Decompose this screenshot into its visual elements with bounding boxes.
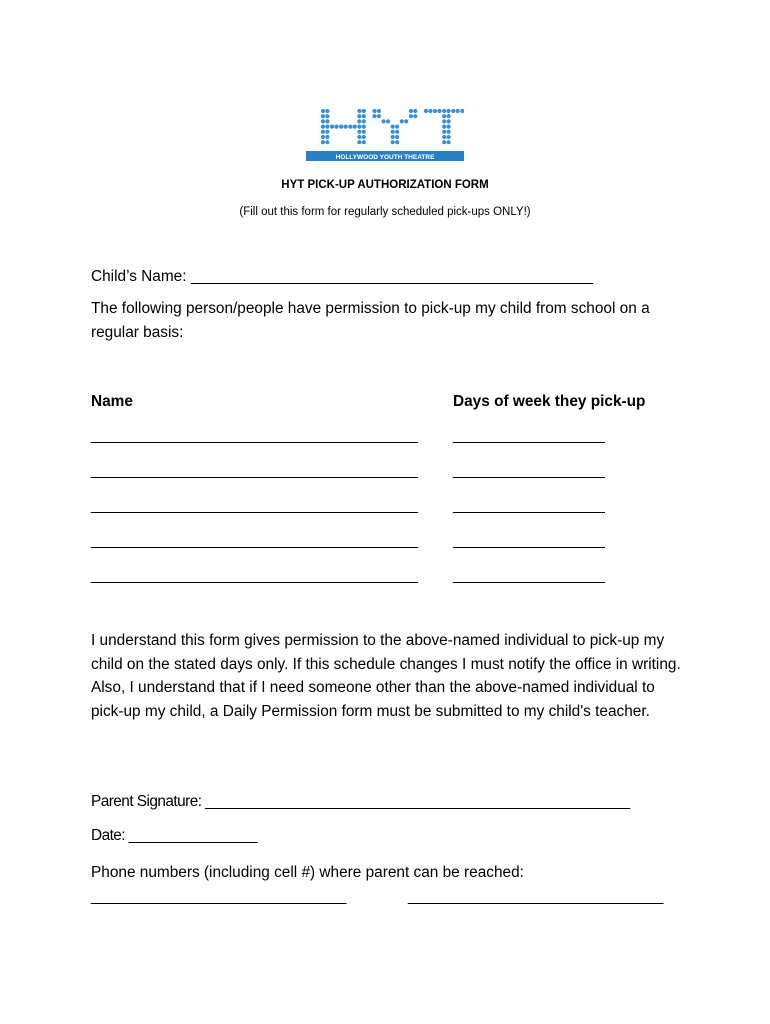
phone-line-1: ________________________________	[91, 888, 346, 905]
logo-dot	[391, 130, 395, 134]
logo-tagline: HOLLYWOOD YOUTH THEATRE	[335, 154, 435, 161]
pickup-name-line: _________________________________________	[91, 427, 418, 444]
form-title: HYT PICK-UP AUTHORIZATION FORM	[281, 179, 489, 191]
pickup-days-line: ___________________	[453, 532, 605, 549]
logo-dot	[442, 130, 446, 134]
logo-dot	[395, 140, 399, 144]
logo-dot	[442, 109, 446, 113]
logo-dot	[395, 135, 399, 139]
logo-dot	[321, 125, 325, 129]
logo-dot	[372, 114, 376, 118]
logo-dot	[344, 125, 348, 129]
logo-dot	[325, 135, 329, 139]
logo-dot	[437, 109, 441, 113]
pickup-days-line: ___________________	[453, 567, 605, 584]
agreement-text: I understand this form gives permission to the above-named individual to pick-up my child on the stated days only. If this schedule changes I must notify the office in writing. Also, I understand that if I need someone other than the above-named individual to pick-up my child, a Daily Permission form must be submitted to my child's teacher.	[91, 632, 681, 720]
days-column-header: Days of week they pick-up	[453, 393, 646, 410]
phone-line-2: ________________________________	[408, 888, 663, 905]
form-subtitle: (Fill out this form for regularly scheduled pick-ups ONLY!)	[239, 206, 531, 218]
logo-dot	[334, 125, 338, 129]
logo-dot	[447, 114, 451, 118]
hyt-logo	[306, 104, 464, 162]
logo-dot	[413, 114, 417, 118]
logo-dot	[447, 130, 451, 134]
logo-dot	[395, 130, 399, 134]
logo-dot	[357, 135, 361, 139]
logo-dot	[362, 140, 366, 144]
logo-dot	[325, 140, 329, 144]
logo-dot	[447, 135, 451, 139]
logo-dot	[362, 130, 366, 134]
logo-dot	[357, 140, 361, 144]
logo-dot	[409, 114, 413, 118]
logo-dot	[362, 114, 366, 118]
logo-dot	[377, 114, 381, 118]
logo-dot	[325, 114, 329, 118]
logo-dot	[428, 109, 432, 113]
logo-dot	[372, 109, 376, 113]
logo-dot	[357, 114, 361, 118]
parent-signature-field: Parent Signature: _____________________________________________________	[91, 793, 630, 810]
pickup-name-line: _________________________________________	[91, 462, 418, 479]
logo-dot	[357, 130, 361, 134]
logo-dot	[391, 125, 395, 129]
logo-dot	[433, 109, 437, 113]
logo-dot	[348, 125, 352, 129]
logo-dot	[447, 125, 451, 129]
logo-dot	[330, 125, 334, 129]
pickup-name-line: _________________________________________	[91, 497, 418, 514]
logo-dot	[325, 119, 329, 123]
logo-dot	[321, 140, 325, 144]
logo-dot	[321, 114, 325, 118]
logo-dot	[325, 109, 329, 113]
logo-dot	[424, 109, 428, 113]
logo-dot	[447, 140, 451, 144]
logo-dot	[460, 109, 464, 113]
pickup-days-line: ___________________	[453, 427, 605, 444]
logo-dot	[339, 125, 343, 129]
logo-dot	[321, 109, 325, 113]
logo-dot	[357, 119, 361, 123]
name-column-header: Name	[91, 393, 133, 410]
logo-dot	[321, 135, 325, 139]
logo-dot	[391, 135, 395, 139]
logo-dot	[442, 140, 446, 144]
logo-dot	[362, 119, 366, 123]
permission-text: The following person/people have permission to pick-up my child from school on a regular basis:	[91, 300, 650, 341]
logo-dot	[442, 114, 446, 118]
logo-dot	[442, 135, 446, 139]
logo-dot	[451, 109, 455, 113]
logo-dot	[456, 109, 460, 113]
logo-dot	[400, 119, 404, 123]
logo-dot	[447, 119, 451, 123]
pickup-days-line: ___________________	[453, 462, 605, 479]
logo-dot	[362, 125, 366, 129]
pickup-days-line: ___________________	[453, 497, 605, 514]
logo-dot	[362, 109, 366, 113]
logo-dot	[325, 125, 329, 129]
logo-dot	[391, 140, 395, 144]
logo-dot	[404, 119, 408, 123]
logo-dot	[409, 109, 413, 113]
logo-dot	[321, 130, 325, 134]
logo-dot	[353, 125, 357, 129]
logo-dot	[325, 130, 329, 134]
logo-dot	[377, 109, 381, 113]
logo-dot	[447, 109, 451, 113]
child-name-field: Child’s Name: _______________________________________________	[91, 268, 594, 285]
phone-label: Phone numbers (including cell #) where parent can be reached:	[91, 864, 524, 881]
pickup-name-line: _________________________________________	[91, 532, 418, 549]
logo-dot	[357, 109, 361, 113]
logo-dot	[386, 119, 390, 123]
logo-dot	[382, 119, 386, 123]
logo-dot	[442, 119, 446, 123]
date-field: Date: ________________	[91, 827, 257, 844]
logo-dot	[395, 125, 399, 129]
logo-dot	[362, 135, 366, 139]
logo-dot	[442, 125, 446, 129]
logo-dot	[413, 109, 417, 113]
logo-dot	[357, 125, 361, 129]
logo-dot	[321, 119, 325, 123]
pickup-name-line: _________________________________________	[91, 567, 418, 584]
